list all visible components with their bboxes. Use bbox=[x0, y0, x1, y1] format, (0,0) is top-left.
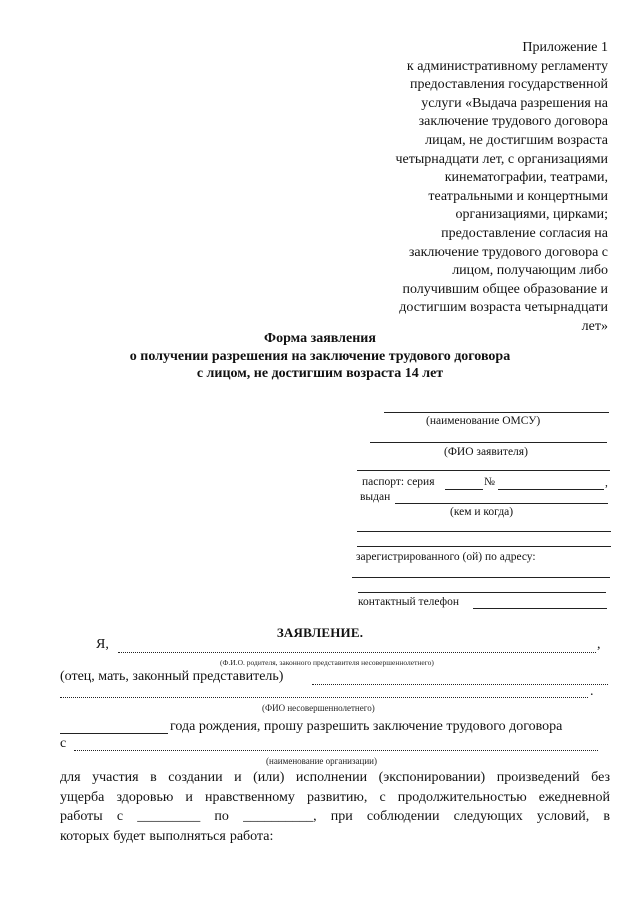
purpose-word: ущерба bbox=[60, 789, 105, 805]
purpose-word: в bbox=[603, 809, 610, 824]
purpose-word: (или) bbox=[253, 770, 285, 785]
purpose-word: участия bbox=[92, 770, 139, 785]
purpose-line bbox=[60, 788, 610, 808]
issued-label: выдан bbox=[360, 491, 391, 503]
purpose-paragraph bbox=[60, 768, 610, 846]
form-title-line3: с лицом, не достигшим возраста 14 лет bbox=[196, 366, 444, 381]
passport-number-field[interactable] bbox=[498, 489, 604, 490]
birth-text: года рождения, прошу разрешить заключение трудового договора bbox=[170, 719, 563, 734]
purpose-word: _________ bbox=[137, 809, 201, 824]
appendix-line: театральными и концертными bbox=[428, 188, 608, 204]
appendix-line: заключение трудового договора с bbox=[408, 244, 608, 260]
appendix-line: кинематографии, театрами, bbox=[444, 170, 608, 186]
purpose-word: __________, bbox=[243, 809, 317, 824]
purpose-word: выполняться bbox=[149, 828, 226, 844]
birth-year-field[interactable] bbox=[60, 733, 168, 734]
relation-field[interactable] bbox=[312, 684, 608, 685]
issued-field[interactable] bbox=[395, 503, 608, 504]
purpose-word: будет bbox=[113, 828, 146, 844]
purpose-word: и bbox=[185, 789, 193, 805]
purpose-word: здоровью bbox=[116, 789, 174, 805]
address-field-2[interactable] bbox=[358, 592, 606, 593]
purpose-word: создании bbox=[168, 770, 223, 785]
appendix-line: лицом, получающим либо bbox=[452, 263, 608, 279]
purpose-word: (экспонировании) bbox=[378, 770, 486, 785]
appendix-line: организациями, цирками; bbox=[455, 207, 608, 223]
purpose-word: для bbox=[60, 770, 81, 785]
appendix-line: заключение трудового договора bbox=[418, 114, 608, 130]
purpose-line bbox=[60, 807, 610, 827]
organization-field[interactable] bbox=[74, 750, 598, 751]
minor-caption: (ФИО несовершеннолетнего) bbox=[262, 703, 375, 713]
purpose-word: в bbox=[150, 770, 157, 785]
phone-label: контактный телефон bbox=[358, 596, 460, 608]
appendix-line: достигшим возраста четырнадцати bbox=[399, 300, 608, 316]
form-title-line2: о получении разрешения на заключение трудового договора bbox=[129, 348, 511, 364]
address-label: зарегистрированного (ой) по адресу: bbox=[356, 551, 536, 563]
purpose-line bbox=[60, 827, 610, 847]
appendix-line: услуги «Выдача разрешения на bbox=[421, 95, 608, 111]
purpose-word: условий, bbox=[536, 809, 590, 824]
minor-period: . bbox=[590, 684, 594, 699]
purpose-word: произведений bbox=[496, 770, 580, 785]
passport-series-field[interactable] bbox=[445, 489, 483, 490]
omsu-caption: (наименование ОМСУ) bbox=[426, 415, 541, 427]
form-title bbox=[0, 330, 640, 383]
purpose-word: исполнении bbox=[295, 770, 368, 785]
appendix-line: лет» bbox=[581, 318, 608, 334]
appendix-line: четырнадцати лет, с организациями bbox=[395, 151, 608, 167]
passport-series-label: паспорт: серия bbox=[362, 476, 435, 488]
relation-label: (отец, мать, законный представитель) bbox=[60, 669, 284, 684]
applicant-caption: (ФИО заявителя) bbox=[444, 446, 528, 458]
purpose-word: нравственному bbox=[204, 789, 295, 805]
appendix-line: Приложение 1 bbox=[522, 40, 608, 55]
purpose-word: при bbox=[330, 809, 353, 824]
appendix-line: предоставления государственной bbox=[409, 77, 608, 93]
purpose-word: следующих bbox=[453, 809, 523, 824]
appendix-line: к административному регламенту bbox=[406, 58, 608, 74]
appendix-block bbox=[340, 39, 608, 337]
purpose-word: продолжительностью bbox=[397, 789, 527, 805]
statement-heading: ЗАЯВЛЕНИЕ. bbox=[276, 625, 364, 640]
omsu-field[interactable] bbox=[384, 412, 609, 413]
purpose-word: развитию, bbox=[306, 789, 368, 805]
organization-caption: (наименование организации) bbox=[266, 756, 377, 766]
address-field-1[interactable] bbox=[352, 577, 610, 578]
i-label: Я, bbox=[96, 637, 109, 652]
purpose-word: работа: bbox=[229, 828, 274, 844]
parent-caption: (Ф.И.О. родителя, законного представителя несовершеннолетнего) bbox=[220, 658, 434, 667]
passport-comma: , bbox=[605, 477, 608, 489]
purpose-word: работы bbox=[60, 809, 103, 824]
issued-caption: (кем и когда) bbox=[450, 506, 514, 518]
appendix-line: лицам, не достигшим возраста bbox=[425, 132, 608, 148]
form-title-line1: Форма заявления bbox=[264, 331, 376, 346]
applicant-extra-line[interactable] bbox=[357, 470, 610, 471]
purpose-word: с bbox=[116, 809, 124, 824]
applicant-name-field[interactable] bbox=[370, 442, 607, 443]
purpose-word: и bbox=[234, 770, 242, 785]
appendix-line: предоставление согласия на bbox=[441, 225, 608, 241]
purpose-word: соблюдении bbox=[366, 809, 440, 824]
issued-extra-line-2[interactable] bbox=[357, 546, 611, 547]
purpose-word: которых bbox=[60, 828, 110, 844]
parent-comma: , bbox=[597, 637, 601, 652]
issued-extra-line-1[interactable] bbox=[357, 531, 611, 532]
purpose-line bbox=[60, 768, 610, 788]
passport-number-label: № bbox=[484, 476, 495, 488]
purpose-word: с bbox=[379, 789, 386, 805]
with-label: с bbox=[60, 736, 67, 751]
purpose-word: ежедневной bbox=[538, 789, 610, 805]
appendix-line: получившим общее образование и bbox=[402, 281, 608, 297]
parent-name-field[interactable] bbox=[118, 652, 596, 653]
purpose-word: по bbox=[214, 809, 229, 824]
purpose-word: без bbox=[591, 770, 610, 785]
minor-name-field[interactable] bbox=[60, 697, 588, 698]
phone-field[interactable] bbox=[473, 608, 607, 609]
